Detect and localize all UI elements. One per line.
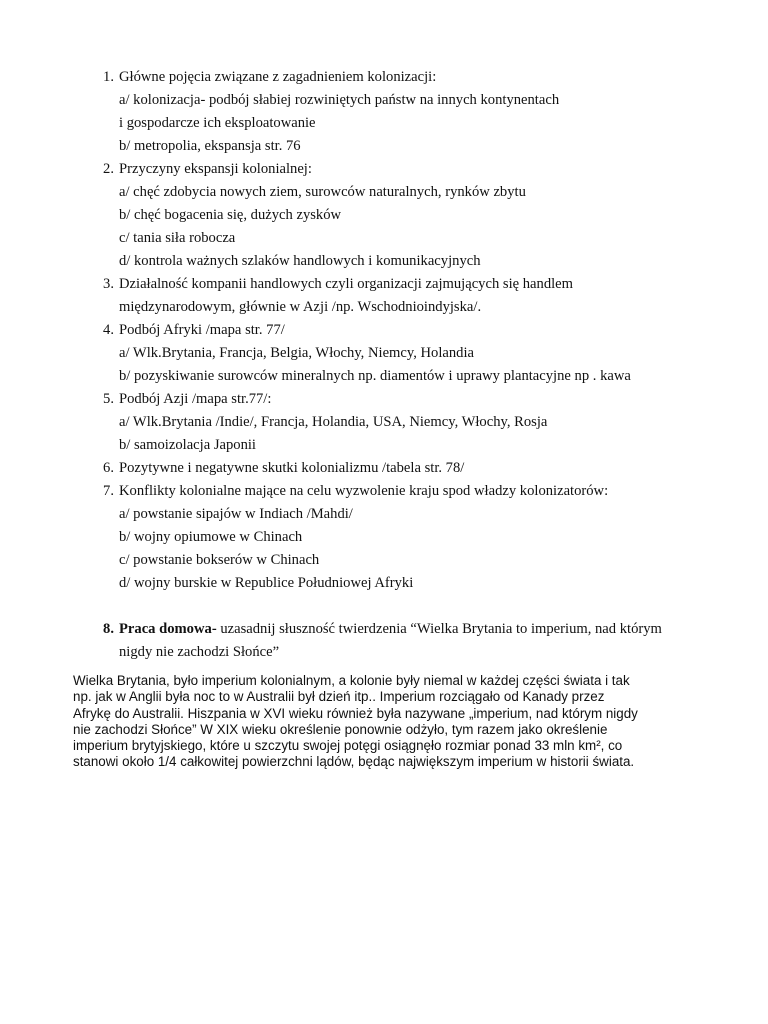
homework-item (0, 618, 768, 641)
list-item-text: Pozytywne i negatywne skutki kolonializmu /tabela str. 78/ (119, 460, 465, 476)
list-item (0, 388, 768, 411)
homework-title: Praca domowa- (119, 621, 217, 637)
homework-text (119, 618, 662, 641)
homework-item-continuation (0, 641, 768, 664)
list-subitem (0, 434, 768, 457)
list-item (0, 319, 768, 342)
list-subitem-text: a/ Wlk.Brytania /Indie/, Francja, Holandia, USA, Niemcy, Włochy, Rosja (119, 414, 548, 430)
list-item (0, 66, 768, 89)
answer-line: np. jak w Anglii była noc to w Australii był dzień itp.. Imperium rozciągało od Kanady przez (73, 689, 605, 705)
numbered-list (0, 66, 768, 664)
list-item-text: Konflikty kolonialne mające na celu wyzwolenie kraju spod władzy kolonizatorów: (119, 483, 609, 499)
list-subitem (0, 365, 768, 388)
list-item-text: Główne pojęcia związane z zagadnieniem kolonizacji: (119, 69, 437, 85)
list-subitem-text: d/ wojny burskie w Republice Południowej Afryki (119, 575, 414, 591)
answer-line: Afrykę do Australii. Hiszpania w XVI wieku również była nazywane „imperium, nad którym nigdy (73, 705, 638, 721)
answer-line: stanowi około 1/4 całkowitej powierzchni lądów, będąc największym imperium w historii świata. (73, 754, 635, 770)
list-subitem (0, 204, 768, 227)
list-item-number: 4. (103, 322, 114, 338)
list-subitem (0, 572, 768, 595)
list-subitem-text: i gospodarcze ich eksploatowanie (119, 115, 316, 131)
list-item-text: Podbój Afryki /mapa str. 77/ (119, 322, 285, 338)
list-subitem-text: d/ kontrola ważnych szlaków handlowych i komunikacyjnych (119, 253, 481, 269)
list-item (0, 480, 768, 503)
list-item (0, 273, 768, 296)
homework-task-line-2: nigdy nie zachodzi Słońce” (119, 644, 280, 660)
list-subitem (0, 135, 768, 158)
homework-number: 8. (103, 621, 114, 637)
list-subitem (0, 411, 768, 434)
list-subitem (0, 250, 768, 273)
answer-line: Wielka Brytania, było imperium kolonialnym, a kolonie były niemal w każdej części świata i tak (73, 673, 630, 688)
homework-answer-paragraph (73, 673, 713, 771)
list-item (0, 158, 768, 181)
list-subitem-text: b/ pozyskiwanie surowców mineralnych np. diamentów i uprawy plantacyjne np . kawa (119, 368, 631, 384)
list-subitem-text: c/ tania siła robocza (119, 230, 236, 246)
list-item-number: 3. (103, 276, 114, 292)
list-item-number: 5. (103, 391, 114, 407)
list-subitem (0, 549, 768, 572)
list-subitem (0, 89, 768, 112)
list-subitem (0, 526, 768, 549)
list-subitem-text: a/ powstanie sipajów w Indiach /Mahdi/ (119, 506, 353, 522)
list-subitem (0, 227, 768, 250)
list-subitem-text: a/ kolonizacja- podbój słabiej rozwiniętych państw na innych kontynentach (119, 92, 560, 108)
answer-line: imperium brytyjskiego, które u szczytu swojej potęgi osiągnęło rozmiar ponad 33 mln km², co (73, 738, 623, 754)
list-subitem-text: b/ wojny opiumowe w Chinach (119, 529, 303, 545)
list-subitem (0, 181, 768, 204)
list-subitem-text: międzynarodowym, głównie w Azji /np. Wschodnioindyjska/. (119, 299, 482, 315)
homework-task-line-1: uzasadnij słuszność twierdzenia “Wielka Brytania to imperium, nad którym (216, 621, 662, 637)
list-subitem (0, 112, 768, 135)
list-subitem-text: c/ powstanie bokserów w Chinach (119, 552, 320, 568)
spacer (0, 595, 768, 618)
list-subitem (0, 296, 768, 319)
list-item-text: Podbój Azji /mapa str.77/: (119, 391, 272, 407)
list-subitem (0, 503, 768, 526)
list-item-number: 1. (103, 69, 114, 85)
list-subitem-text: a/ chęć zdobycia nowych ziem, surowców naturalnych, rynków zbytu (119, 184, 526, 200)
list-subitem-text: a/ Wlk.Brytania, Francja, Belgia, Włochy, Niemcy, Holandia (119, 345, 475, 361)
answer-line: nie zachodzi Słońce” W XIX wieku określenie ponownie odżyło, tym razem jako określenie (73, 721, 608, 737)
list-item-text: Przyczyny ekspansji kolonialnej: (119, 161, 312, 177)
list-subitem (0, 342, 768, 365)
list-item (0, 457, 768, 480)
list-item-text: Działalność kompanii handlowych czyli organizacji zajmujących się handlem (119, 276, 574, 292)
list-item-number: 7. (103, 483, 114, 499)
list-item-number: 2. (103, 161, 114, 177)
list-subitem-text: b/ samoizolacja Japonii (119, 437, 256, 453)
list-subitem-text: b/ metropolia, ekspansja str. 76 (119, 138, 301, 154)
list-item-number: 6. (103, 460, 114, 476)
list-subitem-text: b/ chęć bogacenia się, dużych zysków (119, 207, 342, 223)
